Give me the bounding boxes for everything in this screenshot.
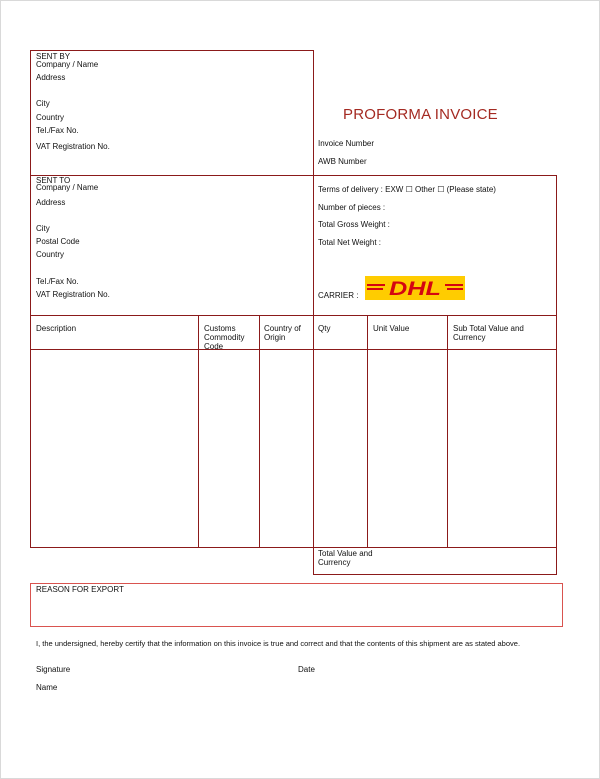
- sent-to-city-label: City: [36, 224, 50, 233]
- col-subtotal-header: Sub Total Value and Currency: [453, 324, 524, 342]
- sent-to-postal-label: Postal Code: [36, 237, 80, 246]
- terms-of-delivery-label: Terms of delivery : EXW ☐ Other ☐ (Please state): [318, 185, 496, 194]
- sent-by-heading: SENT BY: [36, 52, 71, 61]
- number-of-pieces-label: Number of pieces :: [318, 203, 386, 212]
- col-description-header: Description: [36, 324, 77, 333]
- total-row-bottom: [313, 574, 557, 575]
- dhl-logo-graphic: [365, 276, 465, 300]
- table-col-divider-4: [367, 315, 368, 548]
- page-title: PROFORMA INVOICE: [343, 106, 498, 123]
- table-left-edge: [30, 315, 31, 548]
- table-col-divider-5: [447, 315, 448, 548]
- carrier-label: CARRIER :: [318, 291, 359, 300]
- table-col-divider-1: [198, 315, 199, 548]
- name-label: Name: [36, 683, 58, 692]
- table-col-divider-2: [259, 315, 260, 548]
- sent-by-company-label: Company / Name: [36, 60, 99, 69]
- sent-to-divider: [313, 175, 314, 316]
- certification-statement: I, the undersigned, hereby certify that the information on this invoice is true and correct and that the contents of this shipment are as stated above.: [36, 639, 521, 648]
- gross-weight-label: Total Gross Weight :: [318, 220, 390, 229]
- net-weight-label: Total Net Weight :: [318, 238, 381, 247]
- table-col-divider-3: [313, 315, 314, 575]
- col-origin-header: Country of Origin: [264, 324, 301, 342]
- sent-by-country-label: Country: [36, 113, 65, 122]
- dhl-logo: [365, 276, 465, 300]
- sent-to-company-label: Company / Name: [36, 183, 99, 192]
- signature-label: Signature: [36, 665, 71, 674]
- reason-for-export-label: REASON FOR EXPORT: [36, 585, 124, 594]
- col-commodity-code-header: Customs Commodity Code: [204, 324, 245, 351]
- items-table-bottom: [30, 547, 557, 548]
- col-unit-value-header: Unit Value: [373, 324, 410, 333]
- sent-to-telfax-label: Tel./Fax No.: [36, 277, 79, 286]
- date-label: Date: [298, 665, 315, 674]
- sent-to-vat-label: VAT Registration No.: [36, 290, 110, 299]
- invoice-number-label: Invoice Number: [318, 139, 375, 148]
- sent-by-city-label: City: [36, 99, 50, 108]
- sent-by-vat-label: VAT Registration No.: [36, 142, 110, 151]
- sent-by-address-label: Address: [36, 73, 66, 82]
- dhl-logo-text: DHL: [389, 279, 441, 300]
- sent-to-heading: SENT TO: [36, 176, 71, 185]
- total-value-label: Total Value and Currency: [318, 549, 373, 567]
- table-right-edge: [556, 315, 557, 575]
- sent-by-telfax-label: Tel./Fax No.: [36, 126, 79, 135]
- awb-number-label: AWB Number: [318, 157, 367, 166]
- col-qty-header: Qty: [318, 324, 331, 333]
- sent-to-country-label: Country: [36, 250, 65, 259]
- sent-to-address-label: Address: [36, 198, 66, 207]
